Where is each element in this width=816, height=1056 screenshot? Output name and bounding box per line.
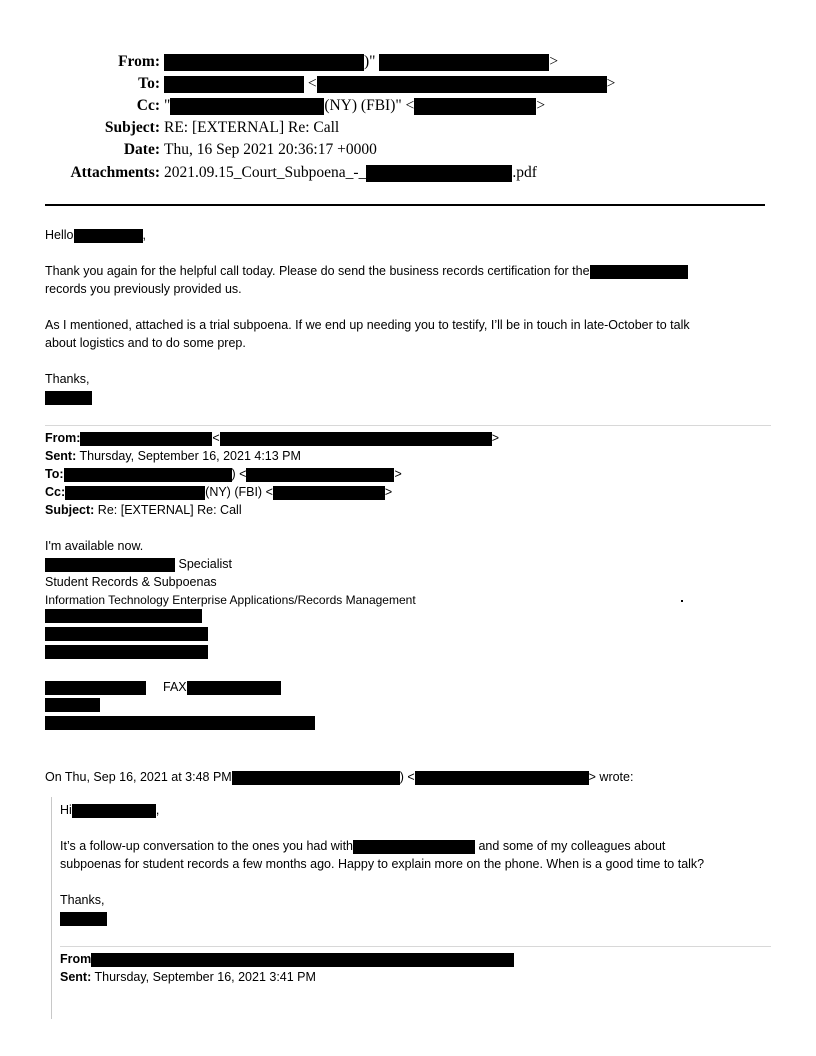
redaction: [45, 627, 208, 641]
header-subject-label: Subject:: [104, 119, 160, 136]
header-date-label: Date:: [123, 141, 160, 158]
reply-cc-row: Cc: (NY) (FBI) < >: [45, 485, 393, 499]
redaction: [91, 953, 229, 967]
redaction: [45, 609, 202, 623]
quoted-signoff: Thanks,: [60, 893, 105, 907]
redaction: [64, 468, 232, 482]
body-paragraph-2: As I mentioned, attached is a trial subpoena. If we end up needing you to testify, I’ll be in touch in late-October to talk: [45, 318, 690, 332]
signature-dept: Student Records & Subpoenas: [45, 575, 217, 589]
header-date-row: [0, 141, 816, 161]
attachment-link[interactable]: 2021.09.15_Court_Subpoena_-_ .pdf: [164, 164, 537, 181]
reply-message: I'm available now.: [45, 539, 144, 553]
header-cc-row: [0, 97, 816, 117]
quoted-from-row: From: [60, 952, 514, 967]
redaction: [45, 391, 92, 405]
header-attachments-label: Attachments:: [70, 164, 160, 181]
header-from-row: [0, 53, 816, 73]
redaction: [45, 716, 315, 730]
redaction: [220, 432, 492, 446]
redaction: [170, 98, 324, 115]
quoted-sent-row: Sent: Thursday, September 16, 2021 3:41 PM: [60, 970, 316, 984]
redaction: [414, 98, 536, 115]
body-greeting: Hello ,: [45, 228, 146, 242]
body-signoff: Thanks,: [45, 372, 90, 386]
quoted-paragraph-cont: subpoenas for student records a few months ago. Happy to explain more on the phone. When is a good time to talk?: [60, 857, 705, 871]
header-subject-value: RE: [EXTERNAL] Re: Call: [164, 119, 340, 136]
redaction: [353, 840, 475, 854]
redaction: [273, 486, 385, 500]
redaction: [317, 76, 607, 93]
header-date-value: Thu, 16 Sep 2021 20:36:17 +0000: [164, 141, 377, 158]
redaction: [60, 912, 107, 926]
redaction: [65, 486, 205, 500]
quoted-attribution: On Thu, Sep 16, 2021 at 3:48 PM ) < > wrote:: [45, 770, 634, 784]
quoted-paragraph: It’s a follow-up conversation to the ones you had with and some of my colleagues about: [60, 839, 666, 853]
redaction: [232, 771, 400, 785]
redaction: [415, 771, 589, 785]
redaction: [80, 432, 212, 446]
redaction: [379, 54, 549, 71]
redaction: [45, 681, 146, 695]
quoted-divider: [60, 946, 771, 947]
stray-dot: [681, 600, 683, 602]
redaction: [187, 681, 281, 695]
body-paragraph-1-cont: records you previously provided us.: [45, 282, 242, 296]
signature-org: Information Technology Enterprise Applications/Records Management: [45, 593, 416, 607]
signature-fax-row: FAX: [45, 680, 281, 695]
reply-subject-row: Subject: Re: [EXTERNAL] Re: Call: [45, 503, 242, 517]
header-from-label: From:: [118, 53, 160, 70]
header-to-label: To:: [138, 75, 160, 92]
body-paragraph-1: Thank you again for the helpful call today. Please do send the business records certification for the: [45, 264, 688, 279]
header-to-row: [0, 75, 816, 95]
header-from-value: )" >: [164, 53, 558, 71]
body-paragraph-2-cont: about logistics and to do some prep.: [45, 336, 246, 350]
header-cc-label: Cc:: [136, 97, 160, 114]
header-attachments-row: [0, 164, 816, 184]
redaction: [164, 54, 364, 71]
redaction: [45, 645, 208, 659]
quoted-greeting: Hi ,: [60, 803, 160, 817]
header-divider: [45, 204, 765, 206]
redaction: [229, 953, 514, 967]
reply-from-row: From: < >: [45, 431, 500, 445]
header-cc-value: " (NY) (FBI)" < >: [164, 97, 546, 114]
header-to-value: < >: [164, 75, 615, 93]
redaction: [246, 468, 394, 482]
reply-sent-row: Sent: Thursday, September 16, 2021 4:13 PM: [45, 449, 301, 463]
redaction: [366, 165, 512, 182]
reply-divider: [45, 425, 771, 426]
redaction: [45, 698, 100, 712]
redaction: [590, 265, 688, 279]
reply-to-row: To: ) < >: [45, 467, 402, 481]
redaction: [164, 76, 304, 93]
redaction: [45, 558, 175, 572]
redaction: [74, 229, 143, 243]
quote-bar: [51, 797, 52, 1019]
header-subject-row: [0, 119, 816, 139]
redaction: [72, 804, 156, 818]
signature-title: Specialist: [45, 557, 232, 572]
